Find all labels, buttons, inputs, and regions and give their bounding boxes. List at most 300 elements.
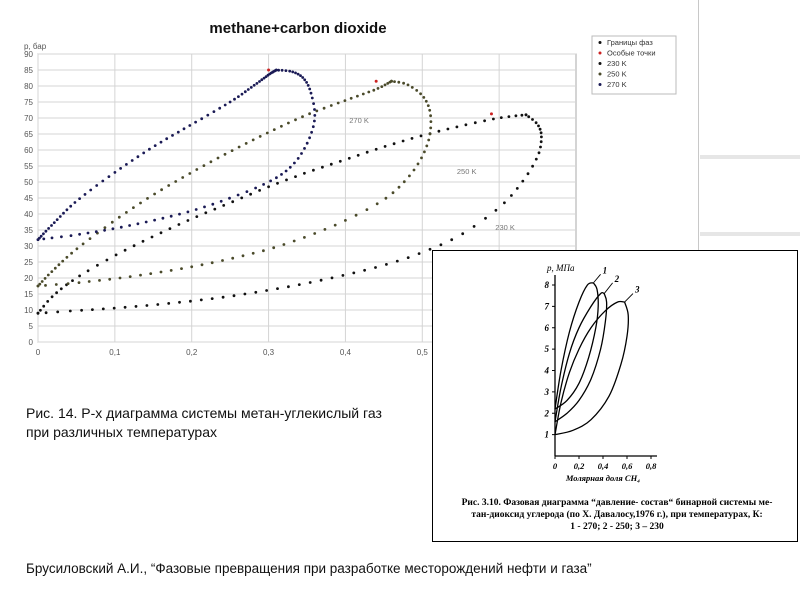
data-point [474,121,477,124]
data-point [540,136,543,139]
data-point [283,243,286,246]
data-point [233,294,236,297]
data-point [170,269,173,272]
data-point [473,225,476,228]
data-point [61,260,64,263]
legend-marker [599,73,602,76]
data-point [210,160,213,163]
data-point [465,123,468,126]
data-point [321,166,324,169]
data-point [47,227,50,230]
data-point [160,231,163,234]
x-axis-label: Молярная доля CH₄ [565,473,641,483]
data-point [425,145,428,148]
y-tick-label: 75 [24,98,33,107]
data-point [108,278,111,281]
data-point [115,254,118,257]
x-tick-label: 0,2 [573,461,585,471]
data-point [537,125,540,128]
data-point [149,272,152,275]
data-point [71,279,74,282]
data-point [183,127,186,130]
data-point [70,234,73,237]
data-point [95,184,98,187]
y-tick-label: 80 [24,82,33,91]
data-point [254,291,257,294]
decorative-mark [700,232,800,236]
x-tick-label: 0,5 [416,348,428,357]
data-point [311,97,314,100]
data-point [281,69,284,72]
data-point [247,88,250,91]
y-tick-label: 40 [24,210,33,219]
reference-figure-panel [432,250,798,542]
data-point [344,219,347,222]
y-tick-label: 0 [28,338,33,347]
data-point [129,275,132,278]
data-point [525,113,528,116]
data-point [285,69,288,72]
data-point [112,227,115,230]
data-point [46,300,49,303]
data-point [402,82,405,85]
data-point [88,280,91,283]
data-point [153,219,156,222]
data-point [37,312,40,315]
data-point [260,78,263,81]
data-point [492,118,495,121]
data-point [429,248,432,251]
data-point [114,171,117,174]
data-point [181,176,184,179]
data-point [427,104,430,107]
legend-entry: Границы фаз [607,38,653,47]
data-point [305,81,308,84]
data-point [171,134,174,137]
data-point [385,197,388,200]
data-point [527,115,530,118]
data-point [222,296,225,299]
data-point [291,71,294,74]
data-point [252,252,255,255]
data-point [420,135,423,138]
data-point [169,227,172,230]
series-label: 270 K [349,115,369,125]
chart-legend [592,36,676,94]
data-point [142,152,145,155]
y-tick-label: 3 [544,386,549,397]
y-tick-label: 70 [24,114,33,123]
data-point [204,211,207,214]
data-point [429,127,432,130]
data-point [289,166,292,169]
y-tick-label: 5 [28,322,33,331]
data-point [195,215,198,218]
data-point [174,180,177,183]
data-point [393,80,396,83]
data-point [390,80,393,83]
data-point [495,209,498,212]
data-point [350,97,353,100]
data-point [132,206,135,209]
data-point [54,267,57,270]
data-point [51,295,54,298]
y-tick-label: 50 [24,178,33,187]
data-point [201,263,204,266]
data-point [170,215,173,218]
data-point [45,230,48,233]
data-point [461,232,464,235]
data-point [195,168,198,171]
data-point [285,179,288,182]
data-point [408,175,411,178]
data-point [153,193,156,196]
data-point [293,240,296,243]
data-point [78,275,81,278]
legend-marker [599,41,602,44]
data-point [95,230,98,233]
data-point [294,175,297,178]
data-point [280,125,283,128]
data-point [375,148,378,151]
inset-curve-1 [555,265,607,409]
data-point [539,128,542,131]
data-point [125,211,128,214]
data-point [187,211,190,214]
data-point [213,110,216,113]
data-point [413,169,416,172]
data-point [51,237,54,240]
data-point [111,221,114,224]
data-point [190,265,193,268]
data-point [145,221,148,224]
data-point [242,254,245,257]
data-point [539,146,542,149]
data-point [344,99,347,102]
data-point [42,232,45,235]
data-point [313,114,316,117]
data-point [276,182,279,185]
data-point [146,197,149,200]
data-point [37,285,40,288]
data-point [250,86,253,89]
data-point [56,311,59,314]
data-point [160,141,163,144]
data-point [266,132,269,135]
y-tick-label: 55 [24,162,33,171]
data-point [293,162,296,165]
special-point [375,80,378,83]
data-point [417,163,420,166]
data-point [411,137,414,140]
data-point [42,305,45,308]
data-point [355,214,358,217]
y-tick-label: 30 [24,242,33,251]
data-point [415,89,418,92]
data-point [87,269,90,272]
data-point [189,300,192,303]
data-point [200,299,203,302]
data-point [429,114,432,117]
data-point [59,215,62,218]
data-point [367,91,370,94]
y-tick-label: 8 [544,280,549,290]
data-point [265,289,268,292]
data-point [331,277,334,280]
data-point [510,194,513,197]
y-tick-label: 10 [24,306,33,315]
data-point [357,154,360,157]
x-tick-label: 0,8 [645,461,657,471]
data-point [160,188,163,191]
data-point [125,163,128,166]
data-point [275,69,278,72]
data-point [47,274,50,277]
data-point [211,203,214,206]
data-point [203,206,206,209]
data-point [366,208,369,211]
data-point [237,194,240,197]
data-point [366,151,369,154]
data-point [241,93,244,96]
data-point [307,84,310,87]
special-point [267,69,270,72]
data-point [118,216,121,219]
data-point [53,221,56,224]
data-point [70,252,73,255]
data-point [244,293,247,296]
data-point [142,240,145,243]
data-point [503,201,506,204]
data-point [429,133,432,136]
data-point [233,98,236,101]
data-point [407,256,410,259]
data-point [398,186,401,189]
data-point [407,84,410,87]
x-tick-label: 0,4 [339,348,351,357]
data-point [297,157,300,160]
data-point [348,157,351,160]
data-point [269,180,272,183]
data-point [535,121,538,124]
data-point [423,151,426,154]
data-point [377,87,380,90]
data-point [516,187,519,190]
data-point [217,157,220,160]
data-point [188,124,191,127]
chart-title: methane+carbon dioxide [209,20,387,37]
data-point [229,101,232,104]
data-point [447,128,450,131]
series-label: 250 K [456,167,477,176]
data-point [103,229,106,232]
reference-caption-line: 1 - 270; 2 - 250; 3 – 230 [570,522,664,532]
data-point [397,81,400,84]
data-point [385,263,388,266]
data-point [339,160,342,163]
bubble-curve [555,283,598,409]
data-point [135,305,138,308]
data-point [119,277,122,280]
data-point [418,252,421,255]
data-point [237,95,240,98]
data-point [211,261,214,264]
data-point [50,224,53,227]
y-tick-label: 60 [24,146,33,155]
data-point [84,193,87,196]
data-point [89,189,92,192]
data-point [252,139,255,142]
y-tick-label: 7 [544,301,549,312]
data-point [218,107,221,110]
y-axis-label: p, бар [24,42,47,51]
data-point [89,237,92,240]
data-point [306,142,309,145]
data-point [137,155,140,158]
data-point [313,108,316,111]
data-point [312,125,315,128]
data-point [430,120,433,123]
data-point [330,163,333,166]
data-point [91,308,94,311]
y-tick-label: 85 [24,66,33,75]
data-point [538,151,541,154]
data-point [403,180,406,183]
data-point [39,309,42,312]
data-point [310,131,313,134]
data-point [540,131,543,134]
data-point [258,80,261,83]
data-point [60,287,63,290]
data-point [178,223,181,226]
data-point [78,281,81,284]
data-point [299,74,302,77]
data-point [531,165,534,168]
data-point [352,272,355,275]
data-point [376,202,379,205]
data-point [45,311,48,314]
data-point [40,235,43,238]
data-point [337,102,340,105]
data-point [87,232,90,235]
data-point [324,228,327,231]
y-tick-label: 1 [544,429,549,440]
data-point [531,118,534,121]
data-point [177,131,180,134]
source-reference: Брусиловский А.И., “Фазовые превращения при разработке месторождений нефти и газа” [26,561,592,576]
data-point [128,224,131,227]
data-point [362,93,365,96]
data-point [297,73,300,76]
data-point [66,208,69,211]
data-point [74,201,77,204]
data-point [374,266,377,269]
data-point [124,306,127,309]
inset-curve-2 [555,274,620,422]
data-point [515,114,518,117]
data-point [244,90,247,93]
x-tick-label: 0,2 [186,348,198,357]
data-point [259,135,262,138]
data-point [98,279,101,282]
data-point [272,246,275,249]
data-point [320,279,323,282]
data-point [256,82,259,85]
data-point [396,260,399,263]
data-point [456,126,459,129]
data-point [162,217,165,220]
data-point [342,274,345,277]
data-point [363,269,366,272]
data-point [102,308,105,311]
x-tick-label: 0 [35,348,41,357]
data-point [58,263,61,266]
data-point [82,243,85,246]
data-point [62,212,65,215]
data-point [521,114,524,117]
data-point [211,297,214,300]
curve-leader [604,283,612,294]
curve-leader [625,294,633,303]
curve-leader [593,274,600,283]
data-point [96,264,99,267]
y-tick-label: 2 [544,408,549,419]
data-point [240,197,243,200]
data-point [167,302,170,305]
data-point [55,283,58,286]
data-point [178,213,181,216]
data-point [303,172,306,175]
data-point [133,244,136,247]
data-point [438,130,441,133]
data-point [66,256,69,259]
data-point [203,164,206,167]
y-tick-label: 65 [24,130,33,139]
data-point [220,200,223,203]
data-point [258,189,261,192]
data-point [104,226,107,229]
figure-caption-line: Рис. 14. P-x диаграмма системы метан-углекислый газ [26,405,382,421]
data-point [139,274,142,277]
data-point [76,247,79,250]
data-point [422,96,425,99]
y-tick-label: 4 [544,365,549,376]
data-point [151,236,154,239]
data-point [50,270,53,273]
data-point [42,238,45,241]
data-point [356,95,359,98]
data-point [180,267,183,270]
data-point [540,140,543,143]
legend-entry: 230 K [607,59,627,68]
data-point [535,158,538,161]
data-point [273,128,276,131]
data-point [312,169,315,172]
data-point [231,200,234,203]
data-point [309,281,312,284]
figure-caption-line: при различных температурах [26,424,218,440]
legend-marker [599,62,602,65]
data-point [527,172,530,175]
data-point [294,118,297,121]
data-point [221,259,224,262]
dew-curve [555,293,604,422]
data-point [154,144,157,147]
data-point [206,114,209,117]
data-point [308,112,311,115]
data-point [262,249,265,252]
data-point [384,145,387,148]
